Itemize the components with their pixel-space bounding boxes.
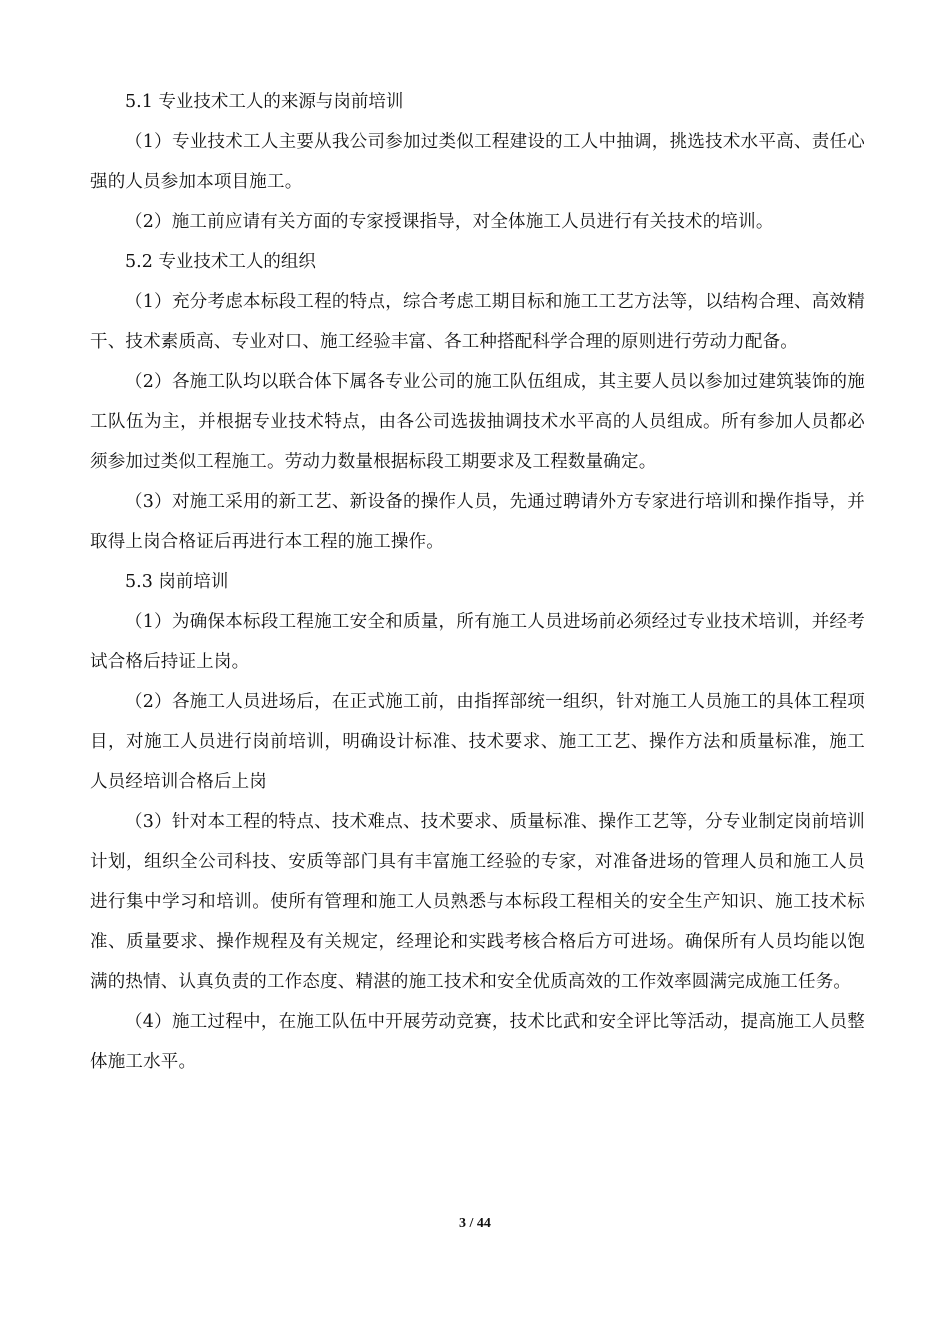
page-number: 3 / 44	[459, 1216, 491, 1231]
section-5-1-heading: 5.1 专业技术工人的来源与岗前培训	[125, 92, 404, 112]
section-5-2-item-2: （2）各施工队均以联合体下属各专业公司的施工队伍组成，其主要人员以参加过建筑装饰的施工队伍为主，并根据专业技术特点，由各公司选拔抽调技术水平高的人员组成。所有参加人员都必须参加过类似工程施工。劳动力数量根据标段工期要求及工程数量确定。	[90, 372, 865, 472]
section-5-3-item-4: （4）施工过程中，在施工队伍中开展劳动竞赛，技术比武和安全评比等活动，提高施工人员整体施工水平。	[90, 1012, 865, 1072]
section-5-2-item-1: （1）充分考虑本标段工程的特点，综合考虑工期目标和施工工艺方法等，以结构合理、高效精干、技术素质高、专业对口、施工经验丰富、各工种搭配科学合理的原则进行劳动力配备。	[90, 292, 865, 352]
section-5-1-item-1: （1）专业技术工人主要从我公司参加过类似工程建设的工人中抽调，挑选技术水平高、责任心强的人员参加本项目施工。	[90, 132, 865, 192]
document-body	[90, 82, 865, 1082]
section-5-2-heading: 5.2 专业技术工人的组织	[125, 252, 316, 272]
section-5-2-item-3: （3）对施工采用的新工艺、新设备的操作人员，先通过聘请外方专家进行培训和操作指导，并取得上岗合格证后再进行本工程的施工操作。	[90, 492, 865, 552]
section-5-1-item-2: （2）施工前应请有关方面的专家授课指导，对全体施工人员进行有关技术的培训。	[125, 212, 774, 232]
section-5-3-item-3: （3）针对本工程的特点、技术难点、技术要求、质量标准、操作工艺等，分专业制定岗前培训计划，组织全公司科技、安质等部门具有丰富施工经验的专家，对准备进场的管理人员和施工人员进行集中学习和培训。使所有管理和施工人员熟悉与本标段工程相关的安全生产知识、施工技术标准、质量要求、操作规程及有关规定，经理论和实践考核合格后方可进场。确保所有人员均能以饱满的热情、认真负责的工作态度、精湛的施工技术和安全优质高效的工作效率圆满完成施工任务。	[90, 812, 865, 992]
section-5-3-item-1: （1）为确保本标段工程施工安全和质量，所有施工人员进场前必须经过专业技术培训，并经考试合格后持证上岗。	[90, 612, 865, 672]
section-5-3-item-2: （2）各施工人员进场后，在正式施工前，由指挥部统一组织，针对施工人员施工的具体工程项目，对施工人员进行岗前培训，明确设计标准、技术要求、施工工艺、操作方法和质量标准，施工人员经培训合格后上岗	[90, 692, 865, 792]
section-5-3-heading: 5.3 岗前培训	[125, 572, 229, 592]
